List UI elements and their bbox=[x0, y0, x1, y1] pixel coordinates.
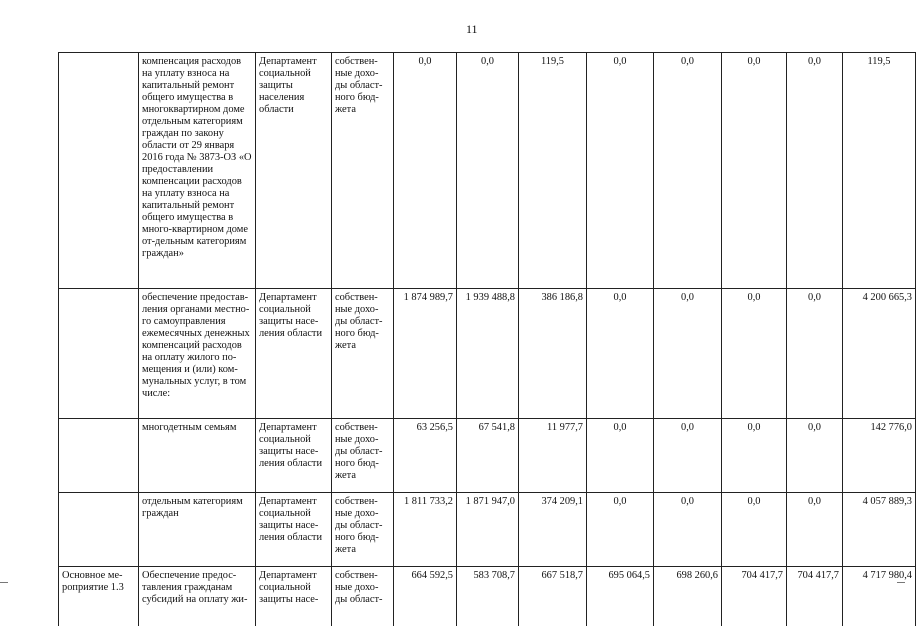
value-cell: 374 209,1 bbox=[519, 493, 587, 567]
total-cell: 4 057 889,3 bbox=[843, 493, 916, 567]
source-cell: собствен-ные дохо-ды област-ного бюд-жета bbox=[332, 289, 394, 419]
value-cell: 11 977,7 bbox=[519, 419, 587, 493]
executor-cell: Департамент социальной защиты насе-ления области bbox=[256, 419, 332, 493]
value-cell: 0,0 bbox=[722, 419, 787, 493]
value-cell: 67 541,8 bbox=[457, 419, 519, 493]
value-cell: 0,0 bbox=[587, 493, 654, 567]
value-cell: 63 256,5 bbox=[394, 419, 457, 493]
measure-cell bbox=[59, 53, 139, 289]
value-cell: 1 871 947,0 bbox=[457, 493, 519, 567]
value-cell: 0,0 bbox=[787, 289, 843, 419]
value-cell: 695 064,5 bbox=[587, 567, 654, 627]
table-row bbox=[59, 419, 916, 493]
source-cell: собствен-ные дохо-ды област-ного бюд-жета bbox=[332, 419, 394, 493]
value-cell: 667 518,7 bbox=[519, 567, 587, 627]
value-cell: 1 811 733,2 bbox=[394, 493, 457, 567]
measure-cell bbox=[59, 419, 139, 493]
value-cell: 1 874 989,7 bbox=[394, 289, 457, 419]
value-cell: 0,0 bbox=[587, 53, 654, 289]
executor-cell: Департамент социальной защиты насе-ления области bbox=[256, 493, 332, 567]
budget-table bbox=[58, 52, 916, 626]
measure-cell bbox=[59, 289, 139, 419]
value-cell: 0,0 bbox=[787, 419, 843, 493]
executor-cell: Департамент социальной защиты насе- bbox=[256, 567, 332, 627]
table-row bbox=[59, 289, 916, 419]
value-cell: 704 417,7 bbox=[787, 567, 843, 627]
value-cell: 0,0 bbox=[654, 419, 722, 493]
value-cell: 0,0 bbox=[457, 53, 519, 289]
measure-cell: Основное ме-роприятие 1.3 bbox=[59, 567, 139, 627]
source-cell: собствен-ные дохо-ды област- bbox=[332, 567, 394, 627]
name-cell: отдельным категориям граждан bbox=[139, 493, 256, 567]
value-cell: 0,0 bbox=[722, 493, 787, 567]
value-cell: 0,0 bbox=[654, 53, 722, 289]
total-cell: 4 200 665,3 bbox=[843, 289, 916, 419]
name-cell: компенсация расходов на уплату взноса на капитальный ремонт общего имущества в многоквартирном доме отдельным категориям граждан по закону области от 29 января 2016 года № 3873-ОЗ «О предоставлении компенсации расходов на уплату взноса на капитальный ремонт общего имущества в много-квартирном доме от-дельным категориям граждан» bbox=[139, 53, 256, 289]
left-edge-mark bbox=[0, 582, 8, 583]
value-cell: 583 708,7 bbox=[457, 567, 519, 627]
total-cell: 142 776,0 bbox=[843, 419, 916, 493]
table-row bbox=[59, 53, 916, 289]
executor-cell: Департамент социальной защиты населения области bbox=[256, 53, 332, 289]
value-cell: 0,0 bbox=[787, 53, 843, 289]
name-cell: обеспечение предостав-ления органами местно-го самоуправления ежемесячных денежных компенсаций расходов на оплату жилого по-мещения и (или) ком-мунальных услуг, в том числе: bbox=[139, 289, 256, 419]
source-cell: собствен-ные дохо-ды област-ного бюд-жета bbox=[332, 53, 394, 289]
value-cell: 704 417,7 bbox=[722, 567, 787, 627]
source-cell: собствен-ные дохо-ды област-ного бюд-жета bbox=[332, 493, 394, 567]
table-row bbox=[59, 493, 916, 567]
executor-cell: Департамент социальной защиты насе-ления области bbox=[256, 289, 332, 419]
value-cell: 0,0 bbox=[722, 53, 787, 289]
value-cell: 0,0 bbox=[587, 419, 654, 493]
measure-cell bbox=[59, 493, 139, 567]
value-cell: 119,5 bbox=[519, 53, 587, 289]
value-cell: 0,0 bbox=[394, 53, 457, 289]
value-cell: 664 592,5 bbox=[394, 567, 457, 627]
value-cell: 698 260,6 bbox=[654, 567, 722, 627]
value-cell: 0,0 bbox=[587, 289, 654, 419]
table-row bbox=[59, 567, 916, 627]
value-cell: 0,0 bbox=[722, 289, 787, 419]
total-cell: 119,5 bbox=[843, 53, 916, 289]
value-cell: 0,0 bbox=[654, 289, 722, 419]
page-number: 11 bbox=[466, 22, 478, 36]
value-cell: 386 186,8 bbox=[519, 289, 587, 419]
value-cell: 1 939 488,8 bbox=[457, 289, 519, 419]
name-cell: многодетным семьям bbox=[139, 419, 256, 493]
value-cell: 0,0 bbox=[654, 493, 722, 567]
value-cell: 0,0 bbox=[787, 493, 843, 567]
total-cell: 4 717 980,4 bbox=[843, 567, 916, 627]
name-cell: Обеспечение предос-тавления гражданам субсидий на оплату жи- bbox=[139, 567, 256, 627]
